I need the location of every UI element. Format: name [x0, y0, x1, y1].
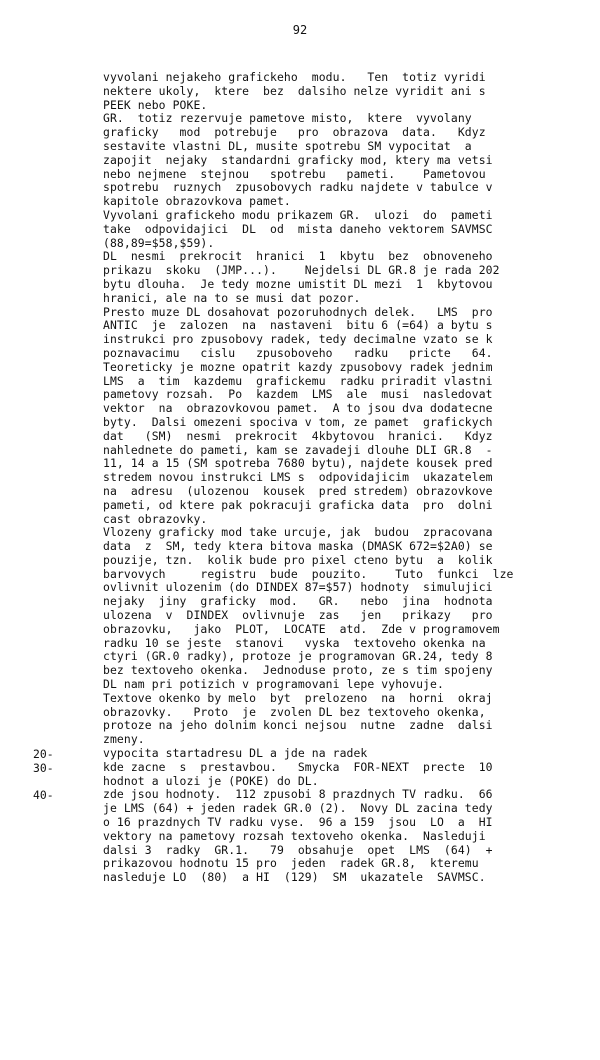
program-line-note [33, 760, 563, 789]
text-line: hodnot a ulozi je (POKE) do DL. [103, 774, 319, 788]
paragraph [103, 250, 563, 305]
text-line: instrukci pro zpusobovy radek, tedy decimalne vzato se k [103, 333, 493, 347]
text-line: barvovych registru bude pouzito. Tuto funkci lze [103, 567, 514, 581]
line-number-label: 40- [33, 788, 54, 803]
text-line: sestavite vlastni DL, musite spotrebu SM vypocitat a [103, 139, 472, 153]
text-line: take odpovidajici DL od mista daneho vektorem SAVMSC [103, 222, 493, 236]
text-line: o 16 prazdnych TV radku vyse. 96 a 159 jsou LO a HI [103, 816, 493, 830]
program-line-note [33, 747, 563, 762]
text-line: vypocita startadresu DL a jde na radek [103, 747, 368, 761]
text-line: Vyvolani grafickeho modu prikazem GR. ulozi do pameti [103, 208, 493, 222]
text-line: vektory na pametovy rozsah textoveho okenka. Nasleduji [103, 829, 486, 843]
text-line: 11, 14 a 15 (SM spotreba 7680 bytu), najdete kousek pred [103, 457, 493, 471]
paragraph [103, 526, 563, 692]
text-line: Presto muze DL dosahovat pozoruhodnych delek. LMS pro [103, 305, 493, 319]
text-line: Teoreticky je mozne opatrit kazdy zpusobovy radek jednim [103, 360, 493, 374]
paragraph [103, 692, 563, 747]
paragraph [103, 112, 563, 209]
text-line: GR. totiz rezervuje pametove misto, ktere vyvolany [103, 112, 472, 126]
text-line: nektere ukoly, ktere bez dalsiho nelze vyridit ani s [103, 84, 486, 98]
text-line: nasleduje LO (80) a HI (129) SM ukazatele SAVMSC. [103, 871, 486, 885]
text-line: pameti, od ktere pak pokracuji graficka data pro dolni [103, 498, 493, 512]
text-line: vyvolani nejakeho grafickeho modu. Ten totiz vyridi [103, 71, 486, 84]
text-line: poznavacimu cislu zpusoboveho radku pricte 64. [103, 346, 493, 360]
text-line: kde zacne s prestavbou. Smycka FOR-NEXT precte 10 [103, 760, 493, 774]
text-line: spotrebu ruznych zpusobovych radku najdete v tabulce v [103, 181, 493, 195]
text-line: bez textoveho okenka. Jednoduse proto, ze s tim spojeny [103, 664, 493, 678]
text-line: obrazovku, jako PLOT, LOCATE atd. Zde v programovem [103, 622, 500, 636]
text-line: ovlivnit ulozenim (do DINDEX 87=$57) hodnoty simulujici [103, 581, 493, 595]
text-line: cast obrazovky. [103, 512, 208, 526]
text-line: LMS a tim kazdemu grafickemu radku priradit vlastni [103, 374, 493, 388]
line-number-label: 30- [33, 760, 54, 775]
line-number-label: 20- [33, 747, 54, 762]
text-line: nahlednete do pameti, kam se zavadeji dlouhe DLI GR.8 - [103, 443, 493, 457]
paragraph [103, 306, 563, 527]
text-line: ctyri (GR.0 radky), protoze je programovan GR.24, tedy 8 [103, 650, 493, 664]
text-line: kapitole obrazovkova pamet. [103, 195, 291, 209]
text-line: stredem novou instrukci LMS s odpovidajicim ukazatelem [103, 471, 493, 485]
text-line: PEEK nebo POKE. [103, 98, 208, 112]
paragraph [103, 209, 563, 250]
text-line: vektor na obrazovkovou pamet. A to jsou dva dodatecne [103, 402, 493, 416]
text-line: zapojit nejaky standardni graficky mod, ktery ma vetsi [103, 153, 493, 167]
text-line: obrazovky. Proto je zvolen DL bez textoveho okenka, [103, 705, 486, 719]
text-line: dalsi 3 radky GR.1. 79 obsahuje opet LMS (64) + [103, 843, 493, 857]
text-line: Textove okenko by melo byt prelozeno na horni okraj [103, 691, 493, 705]
program-line-note [33, 788, 563, 885]
text-line: DL nesmi prekrocit hranici 1 kbytu bez obnoveneho [103, 250, 493, 264]
text-line: na adresu (ulozenou kousek pred stredem) obrazovkove [103, 484, 493, 498]
text-line: prikazu skoku (JMP...). Nejdelsi DL GR.8 je rada 202 [103, 264, 500, 278]
text-line: zmeny. [103, 733, 145, 747]
text-line: je LMS (64) + jeden radek GR.0 (2). Novy DL zacina tedy [103, 802, 493, 816]
text-line: graficky mod potrebuje pro obrazova data. Kdyz [103, 126, 486, 140]
text-line: pametovy rozsah. Po kazdem LMS ale musi nasledovat [103, 388, 493, 402]
text-line: Vlozeny graficky mod take urcuje, jak budou zpracovana [103, 526, 493, 540]
document-body [33, 71, 563, 885]
text-line: bytu dlouha. Je tedy mozne umistit DL mezi 1 kbytovou [103, 277, 493, 291]
text-line: protoze na jeho dolnim konci nejsou nutne zadne dalsi [103, 719, 493, 733]
text-line: dat (SM) nesmi prekrocit 4kbytovou hranici. Kdyz [103, 429, 493, 443]
text-line: prikazovou hodnotu 15 pro jeden radek GR.8, kteremu [103, 857, 479, 871]
text-line: pouzije, tzn. kolik bude pro pixel cteno bytu a kolik [103, 553, 493, 567]
text-line: byty. Dalsi omezeni spociva v tom, ze pamet grafickych [103, 415, 493, 429]
text-line: nejaky jiny graficky mod. GR. nebo jina hodnota [103, 595, 493, 609]
text-line: (88,89=$58,$59). [103, 236, 215, 250]
text-line: ulozena v DINDEX ovlivnuje zas jen prikazy pro [103, 609, 493, 623]
text-line: DL nam pri potizich v programovani lepe vyhovuje. [103, 678, 444, 692]
text-line: zde jsou hodnoty. 112 zpusobi 8 prazdnych TV radku. 66 [103, 788, 493, 802]
text-line: radku 10 se jeste stanovi vyska textoveho okenka na [103, 636, 486, 650]
text-line: hranici, ale na to se musi dat pozor. [103, 291, 361, 305]
text-line: nebo nejmene stejnou spotrebu pameti. Pametovou [103, 167, 486, 181]
paragraph [103, 71, 563, 112]
page-number: 92 [292, 23, 308, 37]
text-line: data z SM, tedy ktera bitova maska (DMASK 672=$2A0) se [103, 540, 493, 554]
text-line: ANTIC je zalozen na nastaveni bitu 6 (=64) a bytu s [103, 319, 493, 333]
